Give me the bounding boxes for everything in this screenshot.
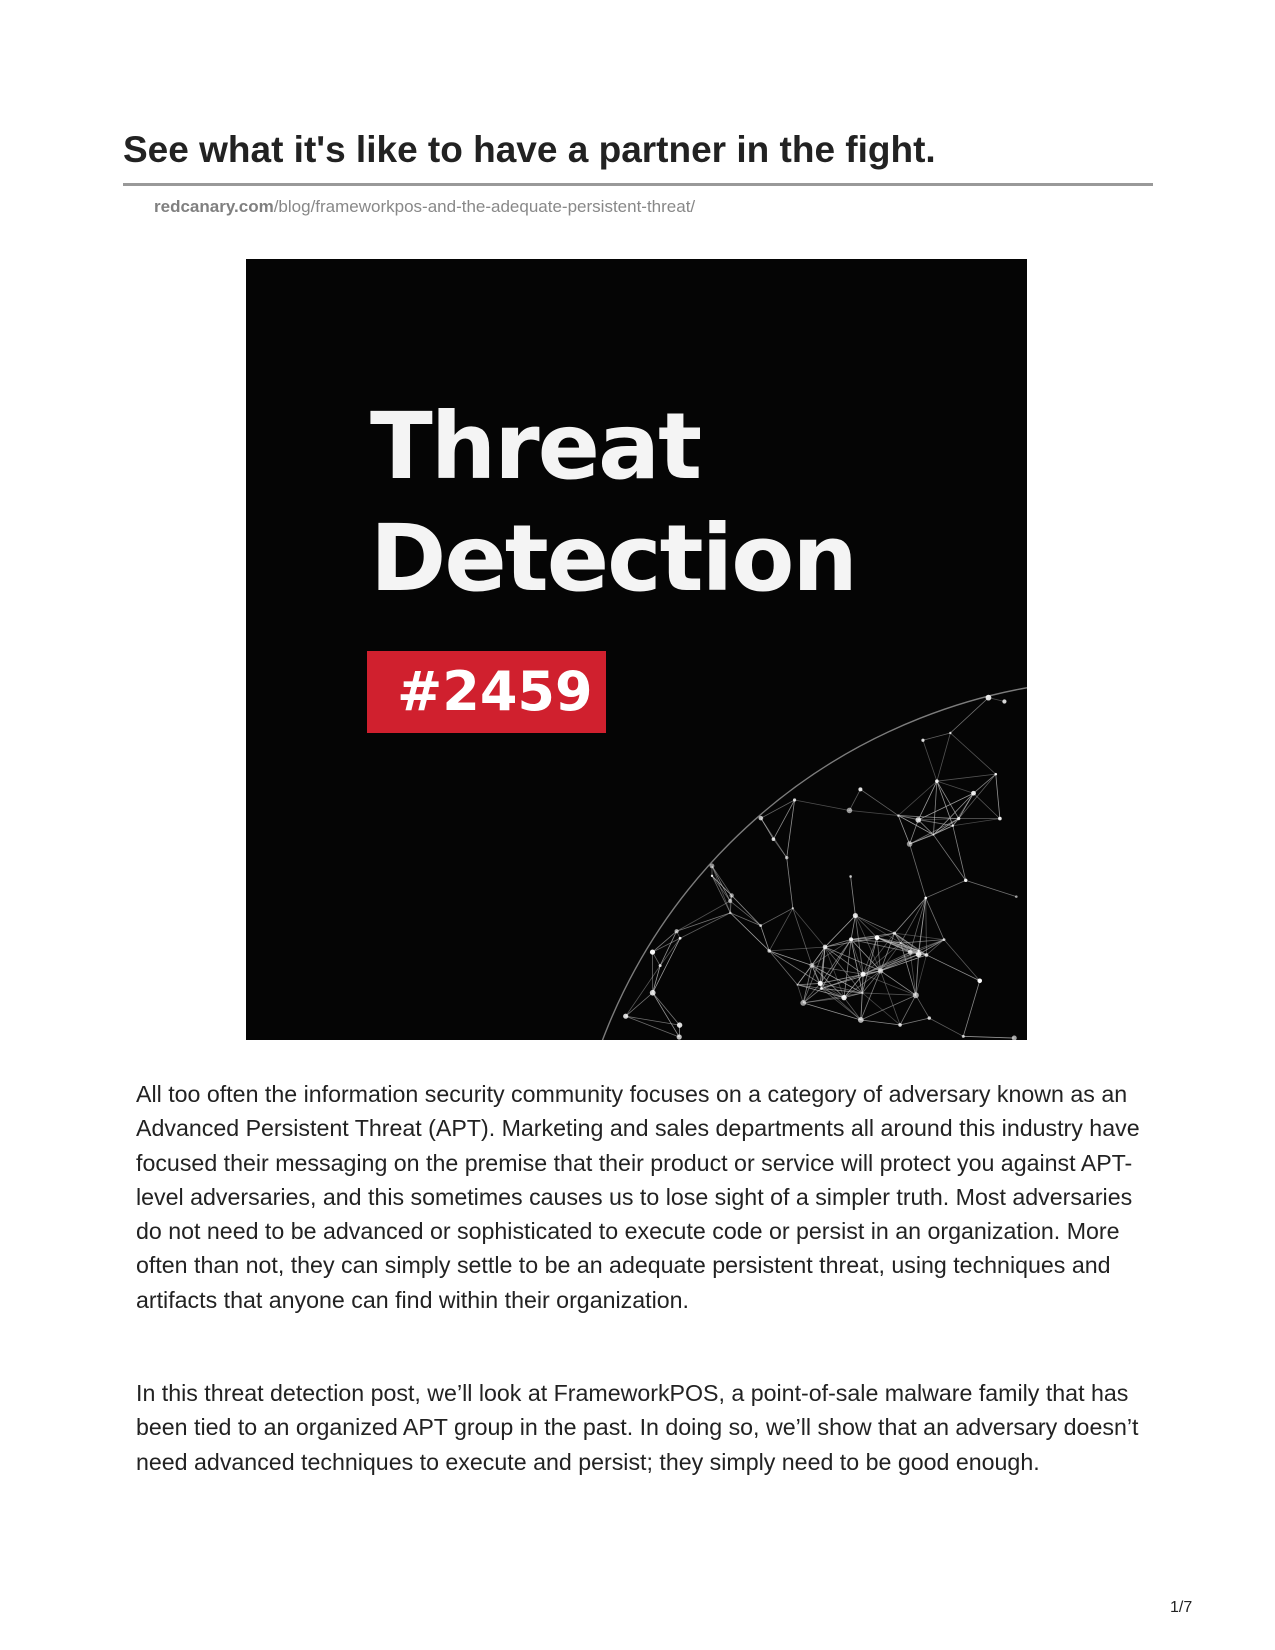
title-divider [123,183,1153,186]
article-paragraph-2: In this threat detection post, we’ll look at FrameworkPOS, a point-of-sale malware family that has been tied to an organized APT group in the past. In doing so, we’ll show that an adversary doesn’t need advanced techniques to execute and persist; they simply need to be good enough. [136,1380,1139,1475]
hero-title-line-2: Detection [370,505,856,612]
wireframe-globe-icon [246,259,1027,1040]
source-url[interactable] [154,196,695,218]
hero-image [246,259,1027,1040]
page-title: See what it's like to have a partner in the fight. [123,129,936,170]
page-number: 1/7 [1170,1599,1193,1616]
source-domain: redcanary.com [154,197,274,216]
article-paragraph-1: All too often the information security community focuses on a category of adversary known as an Advanced Persistent Threat (APT). Marketing and sales departments all around this industry have focused their messaging on the premise that their product or service will protect you against APT-level adversaries, and this sometimes causes us to lose sight of a simpler truth. Most adversaries do not need to be advanced or sophisticated to execute code or persist in an organization. More often than not, they can simply settle to be an adequate persistent threat, using techniques and artifacts that anyone can find within their organization. [136,1081,1140,1313]
hero-title-line-1: Threat [370,393,701,500]
source-path: /blog/frameworkpos-and-the-adequate-persistent-threat/ [273,197,696,216]
hero-badge: #2459 [367,651,606,733]
